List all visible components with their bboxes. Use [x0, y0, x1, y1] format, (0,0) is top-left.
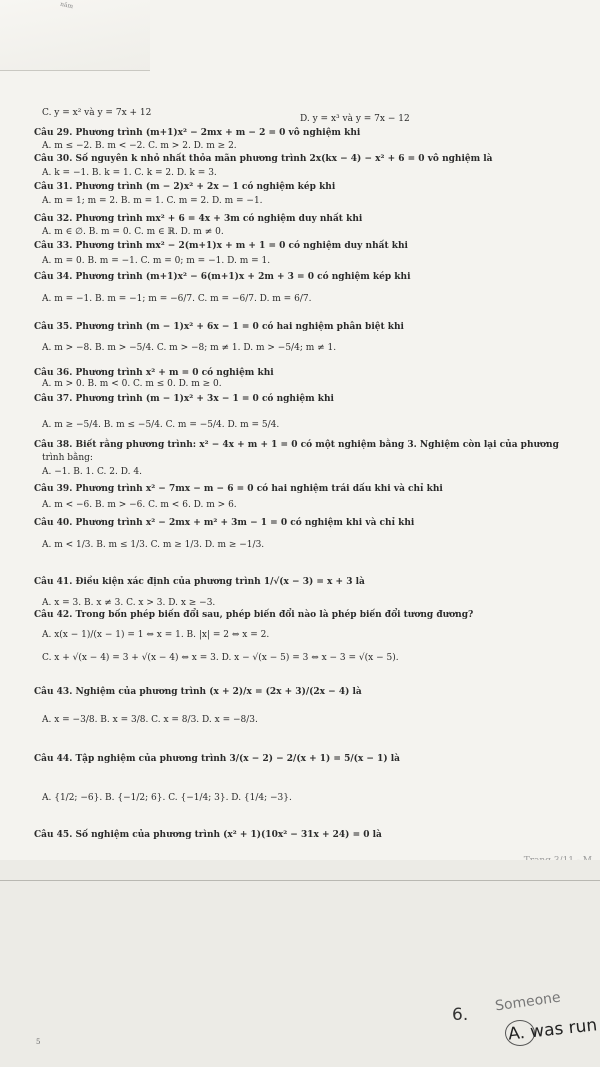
answer-choices: C. x + √(x − 4) = 3 + √(x − 4) ⇔ x = 3. D. x − √(x − 5) = 3 ⇔ x − 3 = √(x − 5).	[42, 653, 399, 663]
answer-choices: A. m > 0. B. m < 0. C. m ≤ 0. D. m ≥ 0.	[42, 379, 222, 389]
answer-choices: A. m < −6. B. m > −6. C. m < 6. D. m > 6.	[42, 500, 237, 510]
question-stem: Câu 41. Điều kiện xác định của phương trình 1/√(x − 3) = x + 3 là	[34, 577, 365, 587]
notebook-word: Someone	[494, 989, 562, 1015]
question-stem: Câu 43. Nghiệm của phương trình (x + 2)/x = (2x + 3)/(2x − 4) là	[34, 687, 362, 697]
answer-choices: D. y = x³ và y = 7x − 12	[300, 114, 410, 124]
question-stem: Câu 45. Số nghiệm của phương trình (x² + 1)(10x² − 31x + 24) = 0 là	[34, 830, 382, 840]
paper-edge	[0, 880, 600, 881]
answer-choices: C. y = x² và y = 7x + 12	[42, 108, 152, 118]
answer-choices: trình bằng:	[42, 453, 93, 463]
answer-choices: A. m ∈ ∅. B. m = 0. C. m ∈ ℝ. D. m ≠ 0.	[42, 227, 224, 237]
question-stem: Câu 39. Phương trình x² − 7mx − m − 6 = 0 có hai nghiệm trái dấu khi và chỉ khi	[34, 484, 443, 494]
question-stem: Câu 30. Số nguyên k nhỏ nhất thỏa mãn phương trình 2x(kx − 4) − x² + 6 = 0 vô nghiệm là	[34, 154, 493, 164]
question-stem: Câu 42. Trong bốn phép biến đổi sau, phép biến đổi nào là phép biến đổi tương đương?	[34, 610, 474, 620]
question-stem: Câu 32. Phương trình mx² + 6 = 4x + 3m có nghiệm duy nhất khi	[34, 214, 363, 224]
answer-choices: A. m = 0. B. m = −1. C. m = 0; m = −1. D. m = 1.	[42, 256, 271, 266]
question-stem: Câu 40. Phương trình x² − 2mx + m² + 3m − 1 = 0 có nghiệm khi và chỉ khi	[34, 518, 415, 528]
question-stem: Câu 29. Phương trình (m+1)x² − 2mx + m − 2 = 0 vô nghiệm khi	[34, 128, 361, 138]
answer-choices: A. m < 1/3. B. m ≤ 1/3. C. m ≥ 1/3. D. m ≥ −1/3.	[42, 540, 265, 550]
question-stem: Câu 35. Phương trình (m − 1)x² + 6x − 1 = 0 có hai nghiệm phân biệt khi	[34, 322, 404, 332]
question-stem: Câu 44. Tập nghiệm của phương trình 3/(x − 2) − 2/(x + 1) = 5/(x − 1) là	[34, 754, 400, 764]
answer-choices: A. m > −8. B. m > −5/4. C. m > −8; m ≠ 1. D. m > −5/4; m ≠ 1.	[42, 343, 337, 353]
answer-choices: A. −1. B. 1. C. 2. D. 4.	[42, 467, 142, 477]
folded-corner	[0, 0, 150, 71]
answer-choices: A. m = 1; m = 2. B. m = 1. C. m = 2. D. m = −1.	[42, 196, 263, 206]
answer-choices: A. k = −1. B. k = 1. C. k = 2. D. k = 3.	[42, 168, 217, 178]
corner-note: năm	[59, 0, 74, 11]
answer-choices: A. x(x − 1)/(x − 1) = 1 ⇔ x = 1. B. |x| = 2 ⇔ x = 2.	[42, 630, 270, 640]
notebook-answer: A. was run	[507, 1015, 599, 1045]
answer-choices: A. x = 3. B. x ≠ 3. C. x > 3. D. x ≥ −3.	[42, 598, 216, 608]
answer-choices: A. m ≤ −2. B. m < −2. C. m > 2. D. m ≥ 2.	[42, 141, 237, 151]
question-stem: Câu 36. Phương trình x² + m = 0 có nghiệm khi	[34, 368, 274, 378]
margin-number: 5	[36, 1038, 41, 1046]
question-stem: Câu 37. Phương trình (m − 1)x² + 3x − 1 = 0 có nghiệm khi	[34, 394, 334, 404]
answer-choices: A. m = −1. B. m = −1; m = −6/7. C. m = −6/7. D. m = 6/7.	[42, 294, 312, 304]
question-stem: Câu 33. Phương trình mx² − 2(m+1)x + m + 1 = 0 có nghiệm duy nhất khi	[34, 241, 408, 251]
question-stem: Câu 34. Phương trình (m+1)x² − 6(m+1)x + 2m + 3 = 0 có nghiệm kép khi	[34, 272, 411, 282]
notebook-number: 6.	[452, 1005, 469, 1025]
answer-choices: A. m ≥ −5/4. B. m ≤ −5/4. C. m = −5/4. D. m = 5/4.	[42, 420, 280, 430]
answer-choices: A. x = −3/8. B. x = 3/8. C. x = 8/3. D. x = −8/3.	[42, 715, 258, 725]
answer-choices: A. {1/2; −6}. B. {−1/2; 6}. C. {−1/4; 3}. D. {1/4; −3}.	[42, 793, 292, 803]
question-stem: Câu 31. Phương trình (m − 2)x² + 2x − 1 có nghiệm kép khi	[34, 182, 336, 192]
question-stem: Câu 38. Biết rằng phương trình: x² − 4x + m + 1 = 0 có một nghiệm bằng 3. Nghiệm còn lại của phương	[34, 440, 559, 450]
